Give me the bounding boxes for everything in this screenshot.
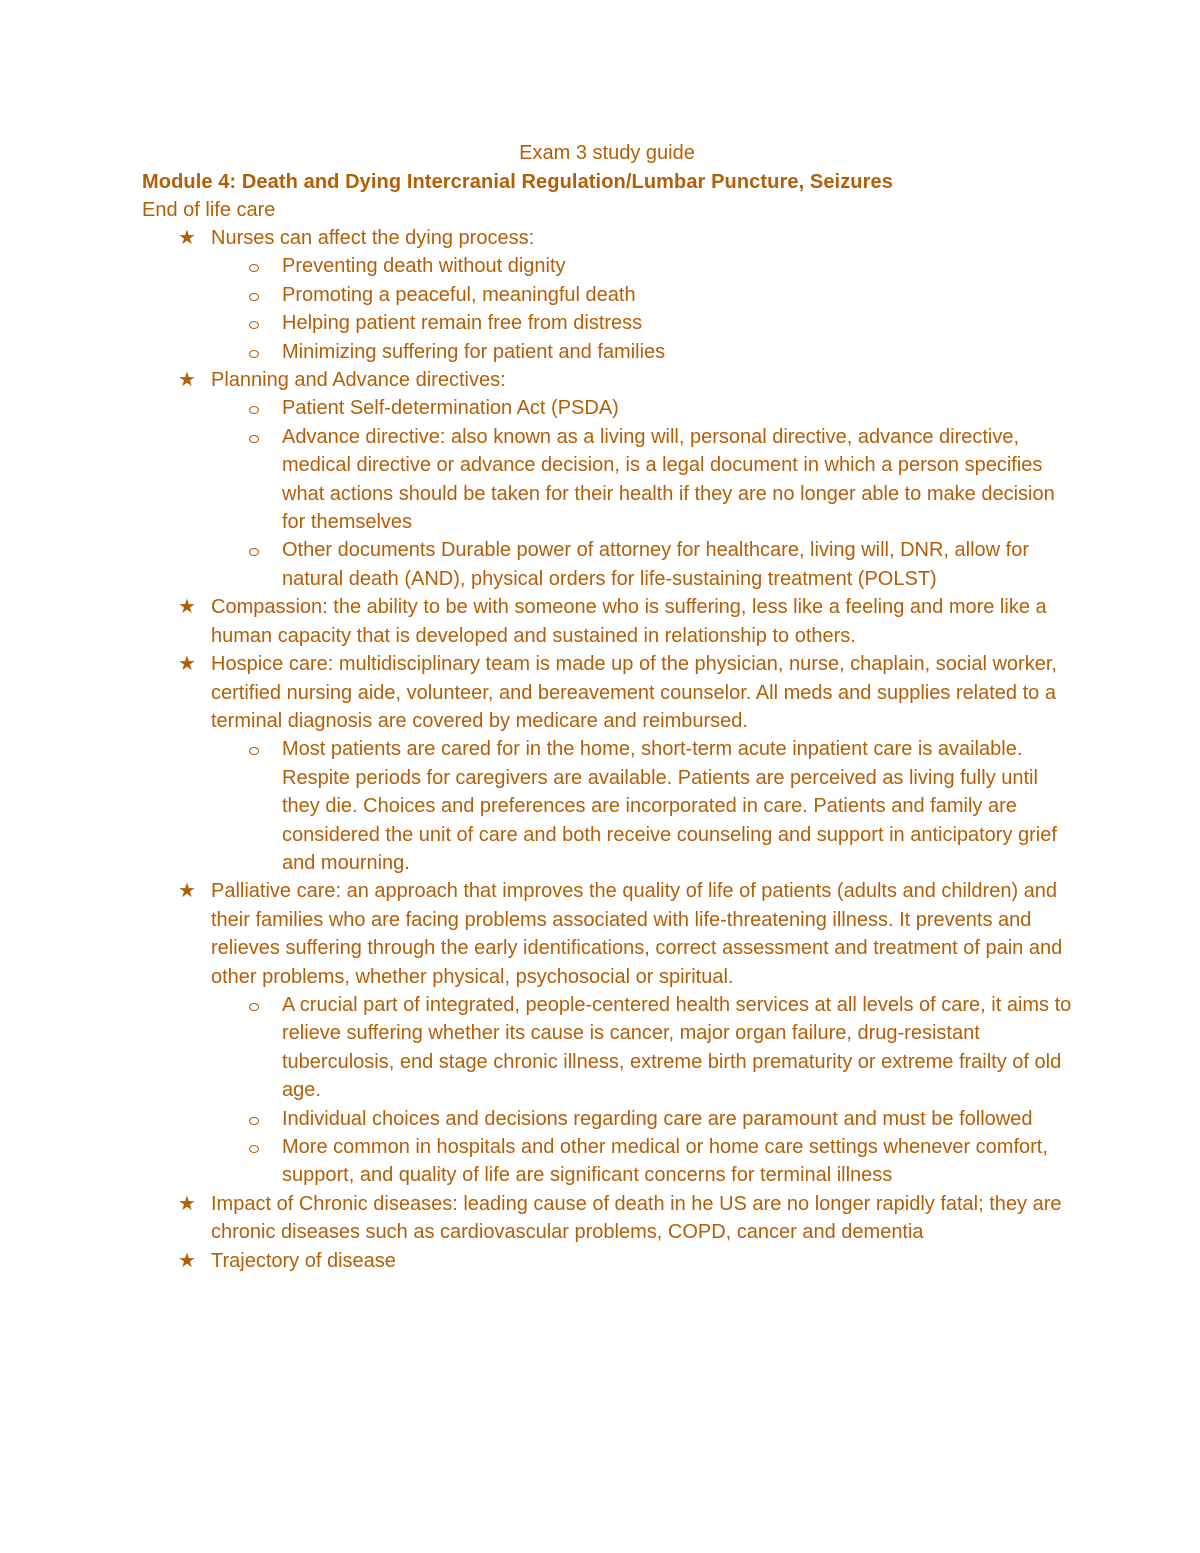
sub-list-item [142, 1105, 1072, 1133]
circle-icon [249, 1003, 259, 1011]
list-item-text: Palliative care: an approach that improves the quality of life of patients (adults and children) and their families who are facing problems associated with life-threatening illness. It prevents and relieves suffering through the early identifications, correct assessment and treatment of pain and other problems, whether physical, psychosocial or spiritual. [211, 880, 1063, 988]
circle-icon [249, 406, 259, 414]
sub-list-item [142, 281, 1072, 309]
list-item-text: Impact of Chronic diseases: leading cause of death in he US are no longer rapidly fatal; they are chronic diseases such as cardiovascular problems, COPD, cancer and dementia [211, 1192, 1062, 1244]
list-item [142, 593, 1072, 650]
sub-list-item [142, 338, 1072, 366]
section-heading: End of life care [142, 199, 276, 221]
star-icon: ★ [178, 1249, 196, 1272]
circle-icon [249, 350, 259, 358]
list-item-text: Trajectory of disease [211, 1249, 396, 1272]
sub-bullet-list [211, 735, 1072, 877]
list-item-text: Compassion: the ability to be with someone who is suffering, less like a feeling and more like a human capacity that is developed and sustained in relationship to others. [211, 596, 1047, 647]
star-icon: ★ [178, 227, 196, 249]
sub-list-item-text: Helping patient remain free from distress [282, 312, 643, 335]
circle-icon [249, 293, 259, 301]
circle-icon [249, 1117, 259, 1125]
circle-icon [249, 1145, 259, 1153]
circle-icon [249, 747, 259, 755]
sub-list-item-text: Patient Self-determination Act (PSDA) [282, 397, 619, 420]
star-icon: ★ [178, 1192, 196, 1215]
sub-list-item [142, 252, 1072, 280]
list-item [142, 224, 1072, 366]
sub-bullet-list [211, 252, 1072, 366]
sub-list-item [142, 423, 1072, 537]
sub-list-item-text: Preventing death without dignity [282, 255, 566, 278]
list-item [142, 366, 1072, 593]
sub-list-item [142, 309, 1072, 337]
list-item [142, 1247, 1072, 1275]
module-heading: Module 4: Death and Dying Intercranial Regulation/Lumbar Puncture, Seizures [142, 171, 893, 193]
sub-bullet-list [211, 394, 1072, 593]
list-item-text: Nurses can affect the dying process: [211, 227, 535, 249]
sub-bullet-list [211, 991, 1072, 1190]
sub-list-item-text: More common in hospitals and other medical or home care settings whenever comfort, support, and quality of life are significant concerns for terminal illness [282, 1136, 1048, 1187]
sub-list-item-text: Most patients are cared for in the home, short-term acute inpatient care is available. Respite periods for caregivers are available. Patients are perceived as living fully until they die. Choices and preferences are incorporated in care. Patients and family are considered the unit of care and both receive counseling and support in anticipatory grief and mourning. [282, 738, 1057, 874]
sub-list-item [142, 1133, 1072, 1190]
sub-list-item-text: Promoting a peaceful, meaningful death [282, 283, 636, 306]
document-content [142, 139, 1072, 1275]
sub-list-item [142, 536, 1072, 593]
circle-icon [249, 264, 259, 272]
circle-icon [249, 548, 259, 556]
star-icon: ★ [178, 653, 196, 676]
circle-icon [249, 321, 259, 329]
primary-bullet-list [142, 224, 1072, 1275]
sub-list-item-text: A crucial part of integrated, people-centered health services at all levels of care, it aims to relieve suffering whether its cause is cancer, major organ failure, drug-resistant tuberculosis, end stage chronic illness, extreme birth prematurity or extreme frailty of old age. [282, 993, 1072, 1102]
list-item [142, 877, 1072, 1189]
star-icon: ★ [178, 596, 196, 619]
document-title: Exam 3 study guide [519, 142, 695, 164]
sub-list-item-text: Individual choices and decisions regarding care are paramount and must be followed [282, 1107, 1033, 1130]
star-icon: ★ [178, 880, 196, 903]
circle-icon [249, 435, 259, 443]
sub-list-item [142, 394, 1072, 422]
sub-list-item-text: Minimizing suffering for patient and families [282, 340, 666, 363]
sub-list-item [142, 735, 1072, 877]
sub-list-item-text: Advance directive: also known as a living will, personal directive, advance directive, medical directive or advance decision, is a legal document in which a person specifies what actions should be taken for their health if they are no longer able to make decision for themselves [282, 425, 1055, 534]
star-icon: ★ [178, 369, 196, 392]
list-item [142, 1190, 1072, 1247]
list-item-text: Planning and Advance directives: [211, 369, 506, 392]
list-item-text: Hospice care: multidisciplinary team is made up of the physician, nurse, chaplain, social worker, certified nursing aide, volunteer, and bereavement counselor. All meds and supplies related to a terminal diagnosis are covered by medicare and reimbursed. [211, 653, 1057, 732]
sub-list-item [142, 991, 1072, 1105]
sub-list-item-text: Other documents Durable power of attorney for healthcare, living will, DNR, allow for natural death (AND), physical orders for life-sustaining treatment (POLST) [282, 539, 1029, 590]
list-item [142, 650, 1072, 877]
